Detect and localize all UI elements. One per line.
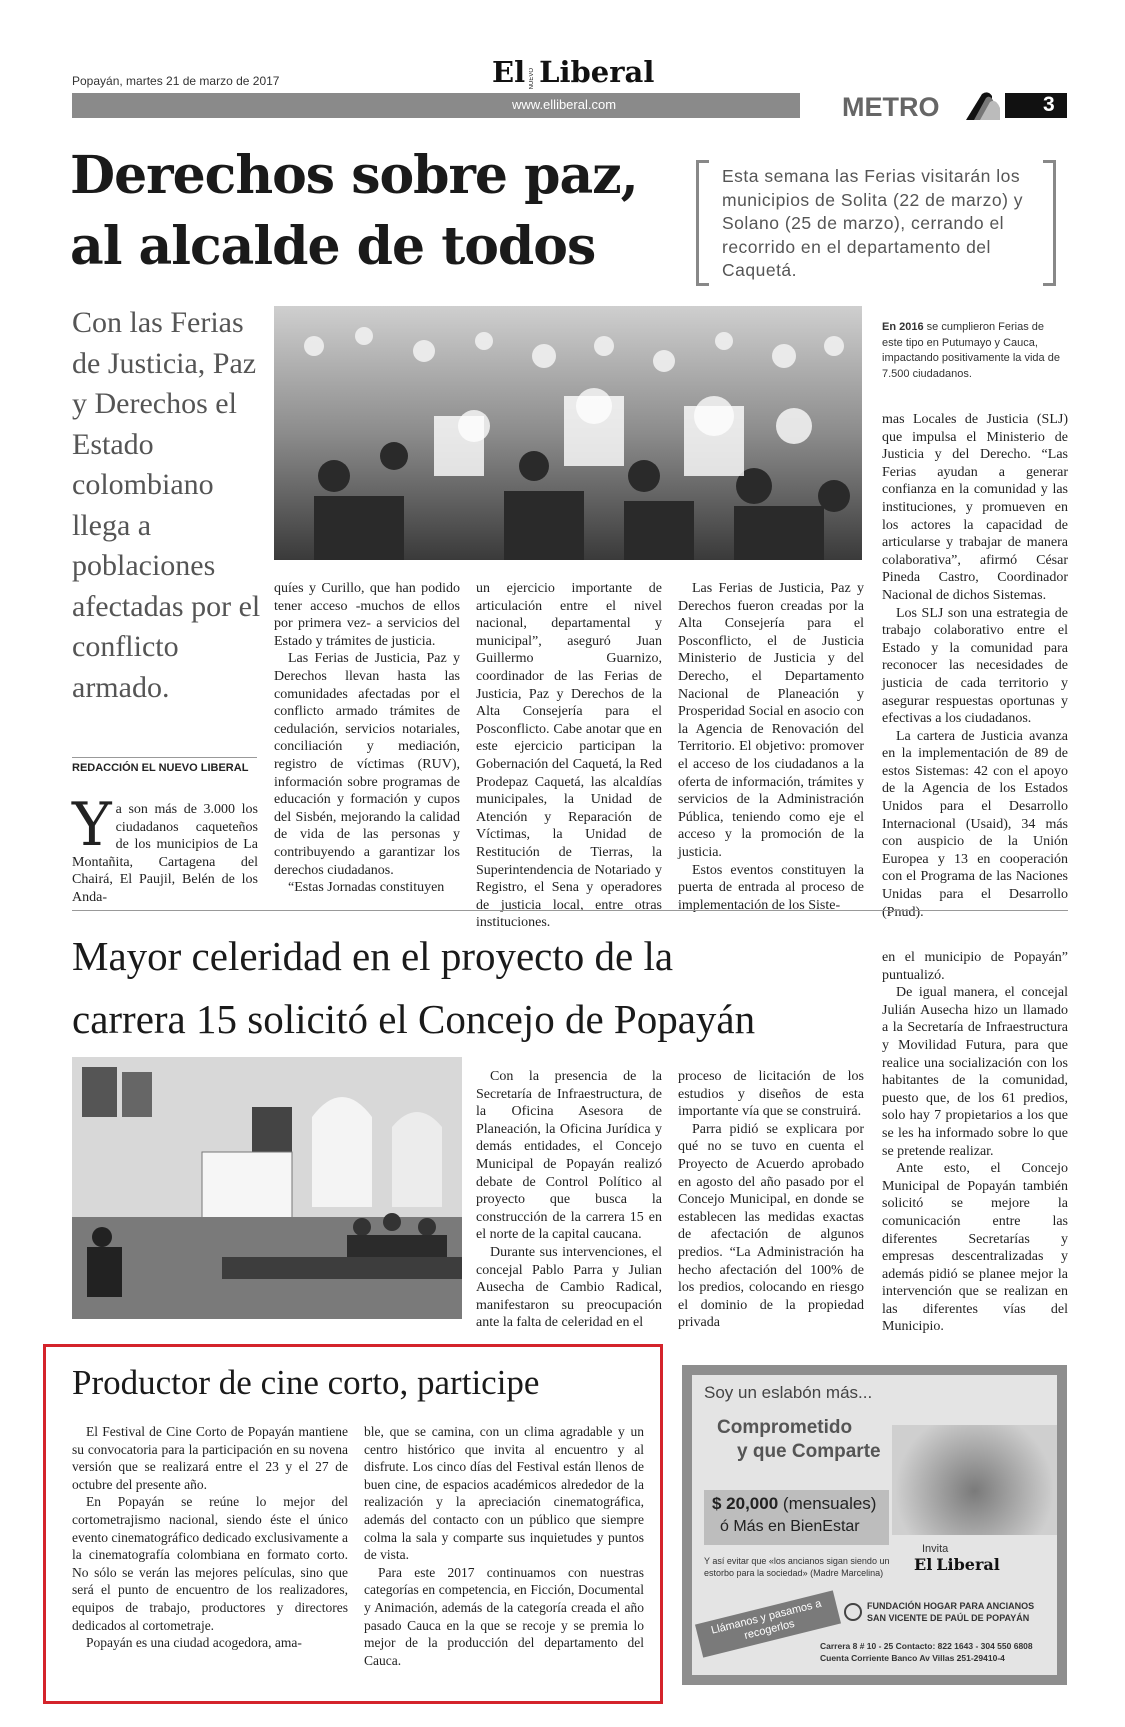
- ad-line1: Soy un eslabón más...: [704, 1383, 873, 1402]
- article1-col3-p1: un ejercicio importante de articulación entre el nivel nacional, departamental y municipal”, aseguró Juan Guillermo Guarnizo, coordinador de las Ferias de Justicia, Paz y Derechos de la Alta Consejería para el Posconflicto. Cabe anotar que en este ejercicio participan la Gobernación del Caquetá, la Red Prodepaz Caquetá, las alcaldías municipales, la Unidad de Atención y Reparación de Víctimas, la Unidad de Restitución de Tierras, la Superintendencia de Notariado y Registro, el Sena y operadores de justicia local, entre otras instituciones.: [476, 581, 662, 931]
- article1-lead: Con las Ferias de Justicia, Paz y Derechos el Estado colombiano llega a poblaciones afectadas por el conflicto armado.: [72, 306, 261, 704]
- article1-col2-p3: “Estas Jornadas constituyen: [288, 880, 445, 896]
- ad-contact2: Cuenta Corriente Banco Av Villas 251-29410-4: [820, 1653, 1005, 1663]
- article2-col2-p1: proceso de licitación de los estudios y diseños de esta importante vía que se construirá.: [678, 1069, 864, 1120]
- article3-headline: Productor de cine corto, participe: [72, 1363, 540, 1402]
- caption-text: se cumplieron Ferias de este tipo en Putumayo y Cauca, impactando positivamente la vida de 7.500 ciudadanos.: [882, 321, 1060, 380]
- dropcap: Y: [72, 790, 112, 860]
- ad-invita: Invita: [922, 1543, 949, 1555]
- ad-price: [712, 1494, 876, 1514]
- ad-badge: Llámanos y pasamos a recogerlos: [695, 1590, 841, 1657]
- logo-liberal: Liberal: [539, 55, 655, 89]
- fundacion-ad: [682, 1365, 1067, 1685]
- article1-col2-p1: quíes y Curillo, que han podido tener acceso -muchos de ellos por primera vez- a servicios del Estado y trámites de justicia.: [274, 581, 460, 649]
- article1-col5-p2: Los SLJ son una estrategia de trabajo colaborativo entre el Estado y la comunidad para reconocer las necesidades de justicia de cada territorio y asegurar respuestas oportunas y efectivas a los ciudadanos.: [882, 605, 1068, 727]
- byline: REDACCIÓN EL NUEVO LIBERAL: [72, 762, 249, 774]
- article2-col1: [476, 1068, 662, 1332]
- photo-caption: [882, 320, 1067, 382]
- article3-col1: [72, 1423, 348, 1652]
- section-name: METRO: [842, 92, 940, 122]
- article2-col3: [882, 949, 1068, 1336]
- ad-quote: Y así evitar que «los ancianos sigan siendo un estorbo para la sociedad» (Madre Marcelina): [704, 1556, 890, 1578]
- article1-col1: [72, 790, 258, 907]
- ad-logo-liberal: Liberal: [936, 1555, 1000, 1574]
- article3-col1-p2: En Popayán se reúne lo mejor del cortometrajismo nacional, siendo éste el único evento cinematográfico dedicado exclusivamente a la cinematografía colombiana en formato corto. No sólo se verán las mejores películas, sino que será el punto de encuentro de los realizadores, equipos de trabajo, productores y directores dedicados al cortometraje.: [72, 1494, 348, 1633]
- byline-rule: [72, 757, 257, 758]
- hands-image: [892, 1425, 1057, 1535]
- article2-col3-p2: De igual manera, el concejal Julián Ausecha hizo un llamado a la Secretaría de Infraestructura y Movilidad Futura, para que realice una socialización con los habitantes de la comunidad, puesto que, de los 61 predios, solo hay 7 propietarios a los que se les ha informado sobre lo que se pretende realizar.: [882, 985, 1068, 1159]
- ad-line2: Comprometido: [717, 1417, 853, 1438]
- article1-col4-p2: Estos eventos constituyen la puerta de entrada al proceso de implementación de los Siste-: [678, 862, 864, 913]
- article1-headline: [70, 140, 690, 282]
- article3-col1-p1: El Festival de Cine Corto de Popayán mantiene su convocatoria para la participación en su novena versión que se realizará entre el 23 y el 27 de octubre del presente año.: [72, 1424, 348, 1492]
- logo-el: El: [492, 55, 526, 89]
- ad-line3: y que Comparte: [737, 1441, 881, 1462]
- article3-col2-p2: Para este 2017 continuamos con nuestras categorías en competencia, en Ficción, Documental y Animación, además de la categoría creada el año pasado Cauca en la que se recoje y se premia lo mejor de la producción del departamento del Cauca.: [364, 1564, 644, 1668]
- callout-bracket-right: [1043, 160, 1056, 286]
- website: www.elliberal.com: [512, 97, 617, 112]
- article1-headline-line2: al alcalde de todos: [70, 216, 596, 277]
- masthead-bar: [72, 93, 800, 118]
- crowd-photo: [274, 306, 862, 560]
- article1-col2: [274, 580, 460, 897]
- section-swoosh-icon: [966, 90, 1006, 120]
- page-number: 3: [1043, 93, 1055, 116]
- article2-col1-p2: Durante sus intervenciones, el concejal Pablo Parra y Julian Ausecha de Cambio Radical, manifestaron su preocupación ante la falta de celeridad en el: [476, 1244, 662, 1331]
- article1-col1-p1: a son más de 3.000 los ciudadanos caqueteños de los municipios de La Montañita, Cartagena del Chairá, El Paujil, Belén de los Anda-: [72, 802, 258, 905]
- article1-col4-p1: Las Ferias de Justicia, Paz y Derechos fueron creadas por la Alta Consejería para el Posconflicto, el de Justicia Ministerio de Justicia y del Derecho, el Departamento Nacional de Planeación y Prosperidad Social en asocio con la Agencia de Renovación del Territorio. El objetivo: promover el acceso de los ciudadanos a la oferta de información, trámites y servicios de la Administración Pública, teniendo como eje el acceso y la promoción de la justicia.: [678, 581, 864, 860]
- article2-col2-p2: Parra pidió se explicara por qué no se tuvo en cuenta el Proyecto de Acuerdo aprobado en agosto del año pasado por el Concejo Municipal, en donde se establecen las medidas exactas de afectación de algunos predios. “La Administración ha hecho afectación del 100% de los predios, colocando en riesgo el dominio de la propiedad privada: [678, 1121, 864, 1331]
- article1-col4: [678, 580, 864, 914]
- article1-col2-p2: Las Ferias de Justicia, Paz y Derechos llevan hasta las comunidades afectadas por el conflicto armado trámites de cedulación, servicios notariales, conciliación y mediación, registro de víctimas (RUV), información sobre programas de educación y formación y cupos del Sisbén, mejorando la calidad de vida de las personas y contribuyendo a garantizar los derechos ciudadanos.: [274, 651, 460, 878]
- article3-col2: [364, 1423, 644, 1669]
- article2-headline-line1: Mayor celeridad en el proyecto de la: [72, 933, 674, 979]
- article2-headline: [72, 925, 872, 1051]
- article2-headline-line2: carrera 15 solicitó el Concejo de Popayán: [72, 996, 756, 1042]
- article2-col3-p3: Ante esto, el Concejo Municipal de Popayán también solicitó se mejore la comunicación entre las diferentes Secretarías y empresas descentralizadas y además pidió se planee mejor la intervención que se realizan en las diferentes vías del Municipio.: [882, 1161, 1068, 1335]
- ad-logo: [914, 1555, 1000, 1575]
- article3-col2-p1: ble, que se camina, con un clima agradable y un centro histórico que invita al encuentro y al disfrute. Los cinco días del Festival están llenos de buen cine, de espacios académicos alrededor de la realización y la apreciación cinematográfica, además del contacto con un público que siempre colma la sala y comparte sus inquietudes y puntos de vista.: [364, 1424, 644, 1563]
- callout-text: Esta semana las Ferias visitarán los municipios de Solita (22 de marzo) y Solano (25 de marzo), cerrando el recorrido en el departamento del Caquetá.: [722, 166, 1024, 280]
- article1-col5-p1: mas Locales de Justicia (SLJ) que impulsa el Ministerio de Justicia y del Derecho. “Las Ferias ayudan a generar confianza en la comunidad y las instituciones, y promueven en los actores la capacidad de articularse y trabajar de manera colaborativa”, afirmó César Pineda Castro, Coordinador Nacional de dichos Sistemas.: [882, 412, 1068, 603]
- article1-col3: [476, 580, 662, 932]
- article2-col2: [678, 1068, 864, 1332]
- price-note: (mensuales): [782, 1494, 877, 1513]
- article2-col1-p1: Con la presencia de la Secretaría de Infraestructura, de la Oficina Asesora de Planeación, la Oficina Jurídica y demás entidades, el Concejo Municipal de Popayán realizó debate de Control Político al proyecto que busca la construcción de la carrera 15 en el norte de la capital caucana.: [476, 1069, 662, 1243]
- ad-org-line1: FUNDACIÓN HOGAR PARA ANCIANOS: [867, 1601, 1035, 1611]
- newspaper-logo: [492, 55, 654, 89]
- ad-inner: [692, 1375, 1057, 1675]
- org-seal-icon: [844, 1603, 862, 1621]
- dateline: Popayán, martes 21 de marzo de 2017: [72, 74, 280, 88]
- price-value: $ 20,000: [712, 1494, 779, 1513]
- ad-logo-el: El: [914, 1555, 933, 1574]
- caption-bold: En 2016: [882, 321, 924, 333]
- ad-line4: ó Más en BienEstar: [720, 1518, 860, 1535]
- section-divider: [72, 910, 1068, 911]
- logo-nuevo: NUEVO: [529, 67, 536, 89]
- article1-col5: [882, 411, 1068, 921]
- ad-contact1: Carrera 8 # 10 - 25 Contacto: 822 1643 - 304 550 6808: [820, 1641, 1033, 1651]
- article1-col5-p3: La cartera de Justicia avanza en la implementación de 89 de estos Sistemas: 42 con el apoyo de la Agencia de los Estados Unidos para el Desarrollo Internacional (Usaid), 34 más con auspicio de la Unión Europea y 13 en cooperación con el Programa de las Naciones Unidas para el Desarrollo (Pnud).: [882, 728, 1068, 920]
- page-number-box: [1005, 93, 1067, 118]
- article3-col1-p3: Popayán es una ciudad acogedora, ama-: [86, 1635, 302, 1651]
- council-photo: [72, 1057, 462, 1319]
- article2-col3-p1: en el municipio de Popayán” puntualizó.: [882, 950, 1068, 983]
- article1-headline-line1: Derechos sobre paz,: [70, 145, 638, 206]
- callout-bracket-left: [696, 160, 709, 286]
- ad-org-line2: SAN VICENTE DE PAÚL DE POPAYÁN: [867, 1613, 1030, 1623]
